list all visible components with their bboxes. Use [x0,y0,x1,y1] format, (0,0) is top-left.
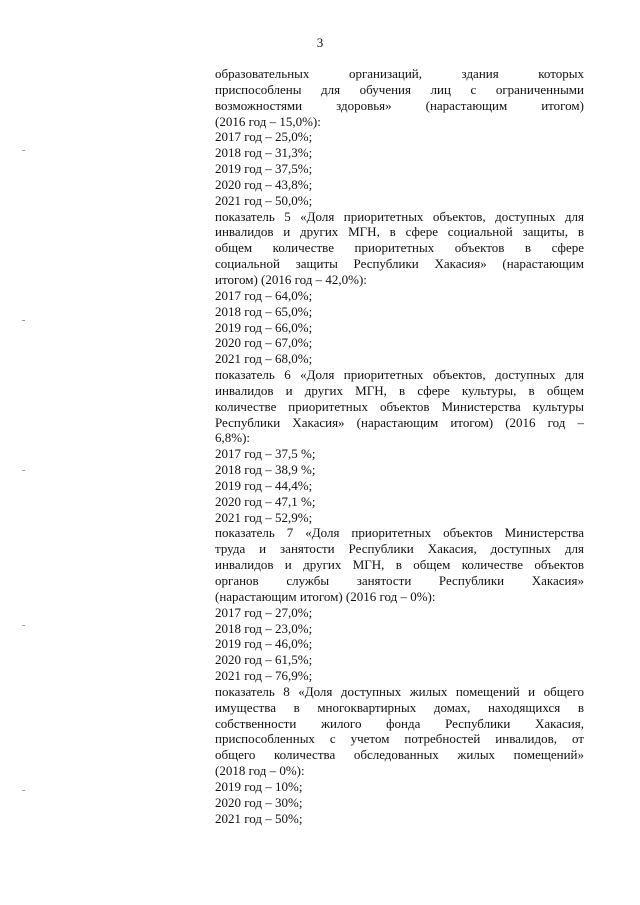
year-value: 2021 год – 52,9%; [215,509,313,525]
year-value: 2018 год – 31,3%; [215,145,313,161]
indicator-6-block [215,367,584,525]
year-value: 2020 год – 43,8%; [215,176,313,192]
year-value: 2017 год – 25,0%; [215,129,313,145]
text-line: возможностями здоровья» (нарастающим итогом) [215,97,584,113]
year-value: 2017 год – 27,0%; [215,604,313,620]
scan-margin-mark [22,320,25,321]
year-value: 2019 год – 66,0%; [215,319,313,335]
year-value: 2019 год – 44,4%; [215,477,313,493]
year-value: 2019 год – 46,0%; [215,636,313,652]
text-line: общем количестве приоритетных объектов в сфере [215,240,584,256]
text-line: Республики Хакасия» (нарастающим итогом) (2016 год – [215,414,584,430]
base-value-line: (нарастающим итогом) (2016 год – 0%): [215,588,436,604]
year-value: 2021 год – 68,0%; [215,351,313,367]
year-value: 2018 год – 38,9 %; [215,462,316,478]
year-value: 2020 год – 61,5%; [215,652,313,668]
text-line: собственности жилого фонда Республики Хакасия, [215,715,584,731]
scan-margin-mark [22,790,25,791]
text-line: показатель 7 «Доля приоритетных объектов Министерства [215,525,584,541]
text-line: показатель 6 «Доля приоритетных объектов, доступных для [215,367,584,383]
scan-margin-mark [22,150,25,151]
text-line: органов службы занятости Республики Хакасия» [215,573,584,588]
text-line: труда и занятости Республики Хакасия, доступных для [215,541,584,557]
text-line: инвалидов и других МГН, в общем количестве объектов [215,557,584,573]
year-value: 2017 год – 37,5 %; [215,446,316,462]
scan-margin-mark [22,625,25,626]
year-value: 2021 год – 76,9%; [215,668,313,684]
year-value: 2018 год – 23,0%; [215,620,313,636]
text-line: приспособлены для обучения лиц с ограниченными [215,81,584,97]
year-value: 2020 год – 47,1 %; [215,493,316,509]
text-line: образовательных организаций, здания которых [215,66,584,81]
year-value: 2020 год – 67,0%; [215,335,313,351]
year-value: 2021 год – 50,0%; [215,192,313,208]
year-value: 2019 год – 37,5%; [215,161,313,177]
page-number: 3 [316,35,324,50]
indicator-7-block [215,525,584,683]
base-value-line: (2018 год – 0%): [215,763,305,779]
base-value-line: итогом) (2016 год – 42,0%): [215,271,367,287]
indicator-5-block [215,209,584,367]
text-line: количестве приоритетных объектов Министерства культуры [215,398,584,414]
text-line: приспособленных с учетом потребностей инвалидов, от [215,731,584,747]
base-value-line: 6,8%): [215,430,251,446]
text-line: социальной защиты Республики Хакасия» (нарастающим [215,256,584,272]
year-value: 2018 год – 65,0%; [215,303,313,319]
indicator-block-continued [215,66,584,209]
text-line: имущества в многоквартирных домах, находящихся в [215,699,584,715]
base-value-line: (2016 год – 15,0%): [215,113,321,129]
year-value: 2017 год – 64,0%; [215,287,313,303]
text-line: показатель 5 «Доля приоритетных объектов, доступных для [215,208,584,224]
year-value: 2021 год – 50%; [215,810,303,826]
text-line: инвалидов и других МГН, в сфере культуры, в общем [215,382,584,398]
year-value: 2020 год – 30%; [215,794,303,810]
text-line: показатель 8 «Доля доступных жилых помещений и общего [215,683,584,699]
text-line: инвалидов и других МГН, в сфере социальной защиты, в [215,224,584,240]
indicator-8-block [215,684,584,827]
document-body [215,66,584,827]
scan-margin-mark [22,470,25,471]
text-line: общего количества обследованных жилых помещений» [215,747,584,763]
year-value: 2019 год – 10%; [215,778,303,794]
